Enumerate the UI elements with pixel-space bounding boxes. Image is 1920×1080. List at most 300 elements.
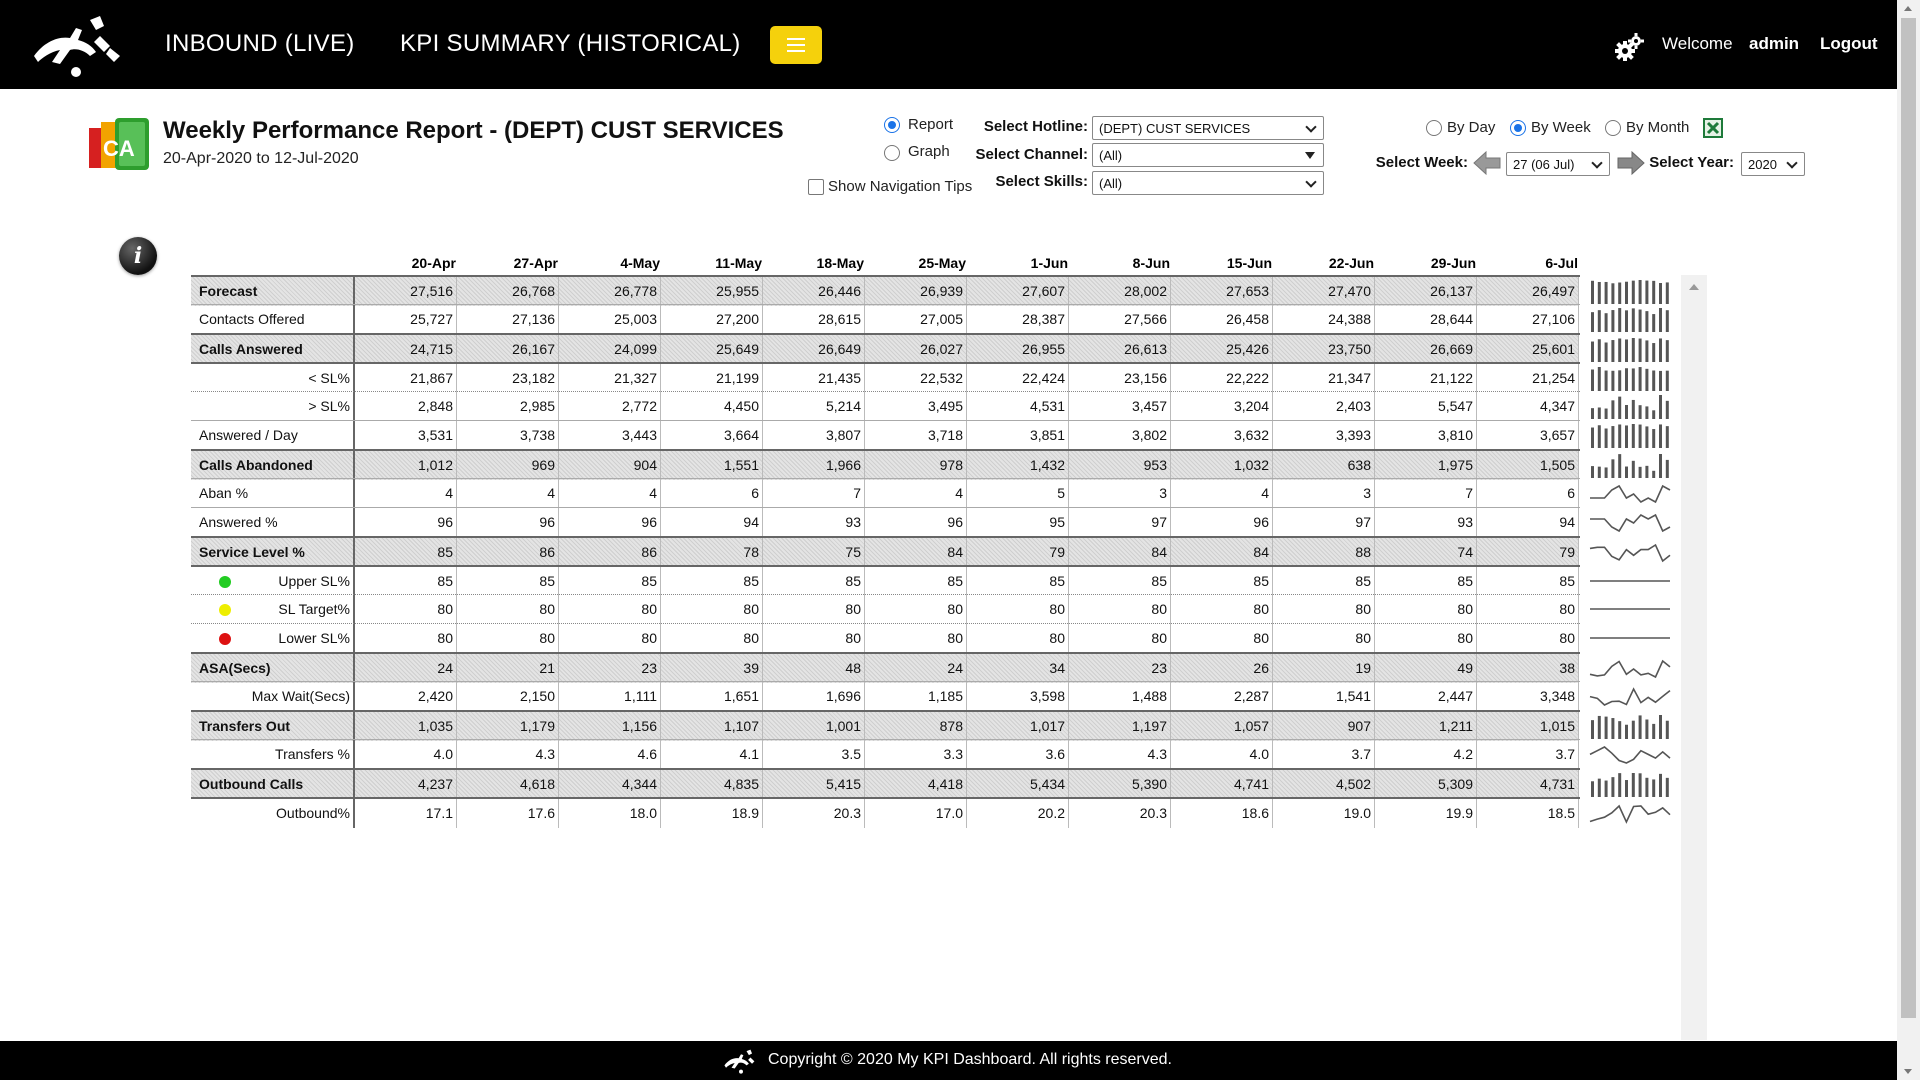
table-cell: 80 <box>1477 624 1579 653</box>
spark-bar <box>1632 721 1635 739</box>
graph-radio-label[interactable]: Graph <box>908 143 950 160</box>
spark-bar <box>1605 467 1608 478</box>
table-cell: 96 <box>457 508 559 537</box>
chevron-down-icon <box>1786 157 1797 168</box>
dropdown-arrow-icon <box>1305 152 1315 159</box>
sparkline <box>1588 365 1672 392</box>
table-cell: 1,111 <box>559 682 661 711</box>
table-cell: 1,966 <box>763 451 865 480</box>
table-cell: 2,848 <box>355 392 457 421</box>
week-label: Select Week: <box>1375 154 1468 171</box>
table-cell: 85 <box>1171 567 1273 596</box>
table-cell: 80 <box>457 595 559 624</box>
column-header: 6-Jul <box>1545 255 1578 271</box>
table-cell: 4,344 <box>559 770 661 799</box>
chevron-down-icon <box>1305 176 1316 187</box>
table-cell: 1,197 <box>1069 712 1171 741</box>
table-cell: 4.3 <box>457 740 559 769</box>
page-scrollbar[interactable] <box>1897 0 1920 1080</box>
table-cell: 79 <box>1477 538 1579 567</box>
table-row <box>191 362 1580 391</box>
table-cell: 969 <box>457 451 559 480</box>
table-cell: 4.3 <box>1069 740 1171 769</box>
table-cell: 1,432 <box>967 451 1069 480</box>
spark-bar <box>1625 339 1628 362</box>
prev-week-arrow-icon[interactable] <box>1472 150 1502 176</box>
spark-bar <box>1639 405 1642 419</box>
spark-bar <box>1591 720 1594 739</box>
spark-bar <box>1639 773 1642 797</box>
report-radio-label[interactable]: Report <box>908 116 954 133</box>
spark-bar <box>1645 369 1648 391</box>
table-cell: 86 <box>559 538 661 567</box>
info-icon[interactable]: i <box>119 237 157 275</box>
table-cell: 18.9 <box>661 799 763 828</box>
table-cell: 23,750 <box>1273 335 1375 364</box>
by-month-label[interactable]: By Month <box>1626 119 1690 136</box>
table-cell: 96 <box>355 508 457 537</box>
spark-bar <box>1591 312 1594 332</box>
table-cell: 5,390 <box>1069 770 1171 799</box>
graph-radio[interactable] <box>884 145 900 161</box>
table-cell: 5,415 <box>763 770 865 799</box>
scroll-down-icon[interactable] <box>1904 1069 1912 1074</box>
spark-line <box>1590 515 1670 531</box>
by-day-label[interactable]: By Day <box>1447 119 1496 136</box>
spark-bar <box>1611 283 1614 304</box>
nav-inbound-live[interactable]: INBOUND (LIVE) <box>165 30 355 57</box>
spark-bar <box>1625 368 1628 391</box>
table-cell: 24,388 <box>1273 305 1375 334</box>
table-cell: 3,657 <box>1477 421 1579 450</box>
table-cell: 80 <box>1171 624 1273 653</box>
table-cell: 20.3 <box>1069 799 1171 828</box>
row-label: Answered / Day <box>191 421 355 450</box>
table-cell: 26,669 <box>1375 335 1477 364</box>
scrollbar-thumb[interactable] <box>1901 18 1916 1018</box>
table-row <box>191 565 1580 594</box>
table-cell: 27,005 <box>865 305 967 334</box>
spark-bar <box>1598 339 1601 362</box>
table-cell: 3,531 <box>355 421 457 450</box>
table-cell: 24 <box>865 654 967 683</box>
spark-bar <box>1632 308 1635 332</box>
table-cell: 94 <box>1477 508 1579 537</box>
table-cell: 38 <box>1477 654 1579 683</box>
spark-bar <box>1639 467 1642 478</box>
table-cell: 27,653 <box>1171 277 1273 306</box>
table-cell: 85 <box>661 567 763 596</box>
table-cell: 80 <box>661 624 763 653</box>
report-app-icon <box>89 118 157 176</box>
spark-bar <box>1666 340 1669 362</box>
table-cell: 80 <box>355 595 457 624</box>
row-label: Calls Abandoned <box>191 451 355 480</box>
spark-line <box>1590 545 1670 561</box>
table-cell: 4 <box>559 479 661 508</box>
table-cell: 85 <box>457 567 559 596</box>
spark-line <box>1590 747 1670 763</box>
by-week-radio[interactable] <box>1510 120 1526 136</box>
spark-bar <box>1639 715 1642 739</box>
table-cell: 94 <box>661 508 763 537</box>
table-row <box>191 623 1580 652</box>
nav-kpi-summary[interactable]: KPI SUMMARY (HISTORICAL) <box>400 30 741 57</box>
spark-bar <box>1605 717 1608 739</box>
spark-bar <box>1605 781 1608 797</box>
table-cell: 80 <box>1375 595 1477 624</box>
row-label: > SL% <box>191 392 355 421</box>
table-cell: 23 <box>1069 654 1171 683</box>
table-cell: 20.3 <box>763 799 865 828</box>
table-cell: 85 <box>865 567 967 596</box>
table-cell: 19 <box>1273 654 1375 683</box>
spark-bar <box>1618 397 1621 419</box>
table-cell: 27,470 <box>1273 277 1375 306</box>
table-cell: 907 <box>1273 712 1375 741</box>
row-label: Answered % <box>191 508 355 537</box>
spark-bar <box>1611 340 1614 362</box>
spark-bar <box>1611 426 1614 448</box>
table-cell: 18.0 <box>559 799 661 828</box>
spark-bar <box>1659 424 1662 448</box>
table-cell: 27,516 <box>355 277 457 306</box>
table-cell: 3.7 <box>1477 740 1579 769</box>
status-dot-icon <box>219 604 231 616</box>
table-cell: 28,387 <box>967 305 1069 334</box>
table-cell: 978 <box>865 451 967 480</box>
table-cell: 4,741 <box>1171 770 1273 799</box>
spark-bar <box>1666 721 1669 739</box>
table-row <box>191 797 1580 826</box>
column-header: 18-May <box>816 255 864 271</box>
table-cell: 638 <box>1273 451 1375 480</box>
column-header: 29-Jun <box>1430 255 1476 271</box>
year-label: Select Year: <box>1649 154 1734 171</box>
table-cell: 5,214 <box>763 392 865 421</box>
spark-bar <box>1652 343 1655 362</box>
row-label: Calls Answered <box>191 335 355 364</box>
next-week-arrow-icon[interactable] <box>1616 150 1646 176</box>
spark-bar <box>1625 780 1628 797</box>
table-cell: 26,768 <box>457 277 559 306</box>
table-cell: 3.7 <box>1273 740 1375 769</box>
hotline-select[interactable] <box>1092 116 1324 140</box>
report-radio[interactable] <box>884 117 900 133</box>
table-cell: 78 <box>661 538 763 567</box>
sparkline <box>1588 713 1672 740</box>
spark-bar <box>1591 466 1594 478</box>
menu-icon-bar <box>787 44 805 46</box>
table-cell: 93 <box>1375 508 1477 537</box>
table-cell: 2,287 <box>1171 682 1273 711</box>
spark-line <box>1590 689 1670 705</box>
table-cell: 3,457 <box>1069 392 1171 421</box>
table-cell: 28,002 <box>1069 277 1171 306</box>
scroll-up-icon[interactable] <box>1904 6 1912 11</box>
column-header: 25-May <box>918 255 966 271</box>
table-cell: 1,488 <box>1069 682 1171 711</box>
sparkline <box>1588 480 1672 507</box>
table-cell: 1,541 <box>1273 682 1375 711</box>
table-cell: 80 <box>1375 624 1477 653</box>
table-cell: 80 <box>457 624 559 653</box>
spark-bar <box>1605 282 1608 304</box>
table-cell: 24 <box>355 654 457 683</box>
spark-bar <box>1652 314 1655 332</box>
scroll-up-icon[interactable] <box>1689 284 1699 290</box>
spark-bar <box>1632 424 1635 448</box>
table-cell: 3,718 <box>865 421 967 450</box>
table-row <box>191 478 1580 507</box>
table-cell: 80 <box>763 595 865 624</box>
table-cell: 3,632 <box>1171 421 1273 450</box>
table-cell: 85 <box>1477 567 1579 596</box>
spark-bar <box>1632 368 1635 391</box>
table-cell: 27,106 <box>1477 305 1579 334</box>
spark-bar <box>1652 281 1655 304</box>
table-cell: 26,027 <box>865 335 967 364</box>
table-cell: 4.6 <box>559 740 661 769</box>
table-cell: 96 <box>865 508 967 537</box>
table-cell: 80 <box>1171 595 1273 624</box>
table-cell: 25,426 <box>1171 335 1273 364</box>
table-row <box>191 420 1580 449</box>
skills-select[interactable] <box>1092 171 1324 195</box>
sparkline <box>1588 306 1672 333</box>
sparkline <box>1588 336 1672 363</box>
table-cell: 34 <box>967 654 1069 683</box>
table-cell: 22,532 <box>865 364 967 393</box>
table-row <box>191 391 1580 420</box>
logout-link[interactable]: Logout <box>1820 34 1878 53</box>
spark-bar <box>1659 371 1662 391</box>
table-cell: 4,502 <box>1273 770 1375 799</box>
settings-gear-icon[interactable] <box>1614 32 1644 62</box>
table-cell: 26,137 <box>1375 277 1477 306</box>
table-row <box>191 594 1580 623</box>
show-nav-tips-label[interactable]: Show Navigation Tips <box>828 178 973 195</box>
table-cell: 3,738 <box>457 421 559 450</box>
by-week-label[interactable]: By Week <box>1531 119 1591 136</box>
spark-bar <box>1611 777 1614 797</box>
table-row <box>191 768 1580 797</box>
table-cell: 2,403 <box>1273 392 1375 421</box>
table-cell: 2,985 <box>457 392 559 421</box>
table-cell: 48 <box>763 654 865 683</box>
table-cell: 85 <box>1069 567 1171 596</box>
status-dot-icon <box>219 633 231 645</box>
table-cell: 25,601 <box>1477 335 1579 364</box>
report-title: Weekly Performance Report - (DEPT) CUST SERVICES <box>163 117 784 144</box>
table-cell: 23 <box>559 654 661 683</box>
table-cell: 26,497 <box>1477 277 1579 306</box>
table-cell: 80 <box>1069 595 1171 624</box>
spark-bar <box>1605 342 1608 362</box>
spark-bar <box>1598 467 1601 478</box>
spark-bar <box>1598 425 1601 448</box>
table-cell: 25,727 <box>355 305 457 334</box>
table-cell: 3 <box>1273 479 1375 508</box>
row-label: Outbound% <box>191 799 355 828</box>
table-scrollbar[interactable] <box>1681 275 1707 1040</box>
table-cell: 80 <box>1273 624 1375 653</box>
spark-bar <box>1611 310 1614 332</box>
table-cell: 96 <box>1171 508 1273 537</box>
spark-bar <box>1605 313 1608 332</box>
table-cell: 84 <box>1069 538 1171 567</box>
table-cell: 1,156 <box>559 712 661 741</box>
spark-bar <box>1639 280 1642 304</box>
menu-icon <box>787 38 805 40</box>
excel-export-icon[interactable] <box>1703 118 1723 138</box>
table-cell: 1,975 <box>1375 451 1477 480</box>
spark-bar <box>1591 408 1594 419</box>
hotline-select-value: (DEPT) CUST SERVICES <box>1099 121 1251 136</box>
table-cell: 80 <box>763 624 865 653</box>
row-label: Forecast <box>191 277 355 306</box>
row-label: Service Level % <box>191 538 355 567</box>
spark-bar <box>1652 471 1655 478</box>
chevron-down-icon <box>1305 121 1316 132</box>
spark-bar <box>1598 367 1601 391</box>
sparkline <box>1588 393 1672 420</box>
table-cell: 7 <box>1375 479 1477 508</box>
table-cell: 85 <box>1375 567 1477 596</box>
table-cell: 1,015 <box>1477 712 1579 741</box>
sparkline <box>1588 800 1672 827</box>
table-cell: 18.6 <box>1171 799 1273 828</box>
table-cell: 80 <box>967 624 1069 653</box>
brand-logo[interactable] <box>30 12 122 78</box>
table-cell: 3,495 <box>865 392 967 421</box>
table-row <box>191 304 1580 333</box>
spark-bar <box>1625 725 1628 739</box>
table-row <box>191 536 1580 565</box>
spark-line <box>1590 486 1670 502</box>
spark-bar <box>1618 308 1621 332</box>
spark-bar <box>1598 407 1601 419</box>
spark-bar <box>1659 715 1662 739</box>
table-cell: 17.0 <box>865 799 967 828</box>
table-cell: 4,237 <box>355 770 457 799</box>
sparkline <box>1588 683 1672 710</box>
spark-bar <box>1618 338 1621 362</box>
channel-select[interactable] <box>1092 143 1324 167</box>
table-cell: 4,731 <box>1477 770 1579 799</box>
table-cell: 97 <box>1069 508 1171 537</box>
table-cell: 26,613 <box>1069 335 1171 364</box>
sparkline <box>1588 771 1672 798</box>
spark-bar <box>1645 406 1648 419</box>
spark-bar <box>1666 460 1669 478</box>
week-select[interactable] <box>1506 152 1610 176</box>
by-month-radio[interactable] <box>1605 120 1621 136</box>
table-cell: 80 <box>865 595 967 624</box>
footer-logo <box>722 1048 760 1074</box>
spark-bar <box>1598 310 1601 332</box>
table-cell: 21,199 <box>661 364 763 393</box>
table-cell: 84 <box>1171 538 1273 567</box>
table-cell: 19.9 <box>1375 799 1477 828</box>
spark-bar <box>1659 395 1662 419</box>
spark-bar <box>1618 773 1621 797</box>
table-cell: 878 <box>865 712 967 741</box>
table-cell: 21,327 <box>559 364 661 393</box>
table-cell: 85 <box>763 567 865 596</box>
spark-bar <box>1611 459 1614 478</box>
spark-bar <box>1639 367 1642 391</box>
spark-bar <box>1639 310 1642 332</box>
table-cell: 80 <box>661 595 763 624</box>
spark-bar <box>1666 371 1669 391</box>
spark-bar <box>1618 721 1621 739</box>
spark-bar <box>1666 426 1669 448</box>
footer <box>0 1041 1897 1080</box>
table-cell: 2,420 <box>355 682 457 711</box>
spark-bar <box>1666 310 1669 332</box>
spark-bar <box>1618 454 1621 478</box>
table-cell: 96 <box>559 508 661 537</box>
table-cell: 4 <box>355 479 457 508</box>
top-navbar <box>0 0 1897 89</box>
table-cell: 1,035 <box>355 712 457 741</box>
table-cell: 27,566 <box>1069 305 1171 334</box>
table-cell: 21,867 <box>355 364 457 393</box>
username[interactable]: admin <box>1749 34 1800 53</box>
spark-bar <box>1625 467 1628 478</box>
table-cell: 4,618 <box>457 770 559 799</box>
chevron-down-icon <box>1591 157 1602 168</box>
spark-line <box>1590 806 1670 822</box>
spark-bar <box>1632 461 1635 478</box>
table-cell: 6 <box>661 479 763 508</box>
table-cell: 3,810 <box>1375 421 1477 450</box>
table-cell: 1,505 <box>1477 451 1579 480</box>
spark-bar <box>1625 282 1628 304</box>
sparkline <box>1588 625 1672 652</box>
by-day-radio[interactable] <box>1426 120 1442 136</box>
table-row <box>191 739 1580 768</box>
show-nav-tips-checkbox[interactable] <box>808 179 824 195</box>
table-cell: 80 <box>559 624 661 653</box>
table-cell: 4.0 <box>1171 740 1273 769</box>
spark-bar <box>1611 400 1614 419</box>
table-cell: 3,598 <box>967 682 1069 711</box>
table-row <box>191 652 1580 681</box>
spark-bar <box>1652 779 1655 797</box>
table-cell: 26 <box>1171 654 1273 683</box>
table-cell: 2,447 <box>1375 682 1477 711</box>
table-cell: 3.3 <box>865 740 967 769</box>
table-cell: 1,651 <box>661 682 763 711</box>
table-cell: 19.0 <box>1273 799 1375 828</box>
spark-bar <box>1652 410 1655 419</box>
spark-bar <box>1652 370 1655 391</box>
hotline-label: Select Hotline: <box>983 118 1088 135</box>
table-cell: 1,179 <box>457 712 559 741</box>
spark-bar <box>1659 338 1662 362</box>
svg-text:CA: CA <box>103 136 135 161</box>
year-select[interactable] <box>1741 152 1805 176</box>
row-label: Transfers % <box>191 740 355 769</box>
table-cell: 23,156 <box>1069 364 1171 393</box>
menu-button[interactable] <box>770 26 822 64</box>
spark-bar <box>1645 311 1648 332</box>
table-cell: 4,531 <box>967 392 1069 421</box>
column-header: 27-Apr <box>513 255 558 271</box>
table-cell: 85 <box>1273 567 1375 596</box>
